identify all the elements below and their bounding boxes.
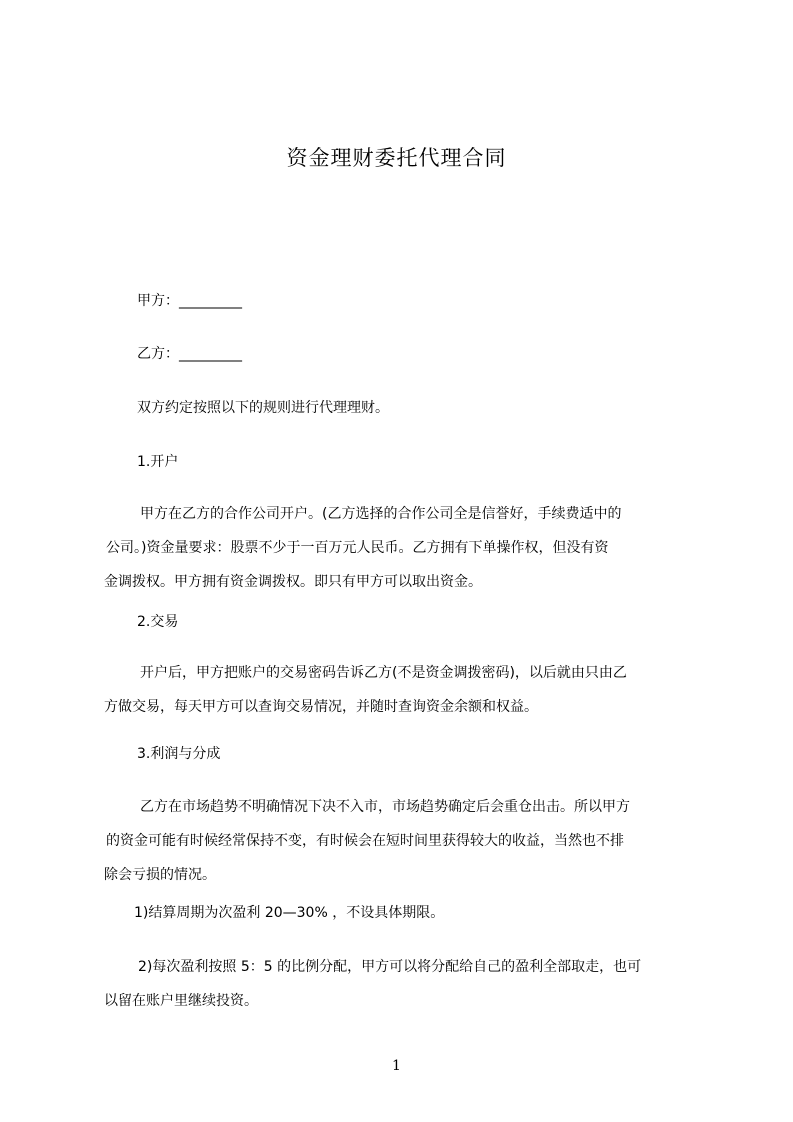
section-1-line-1: 甲方在乙方的合作公司开户。(乙方选择的合作公司全是信誉好，手续费适中的 <box>140 506 622 522</box>
party-b-line: 乙方：_________ <box>137 346 242 362</box>
section-3-line-3: 除会亏损的情况。 <box>104 867 216 883</box>
section-3-heading: 3.利润与分成 <box>137 746 221 762</box>
section-1-line-2: 公司。)资金量要求：股票不少于一百万元人民币。乙方拥有下单操作权，但没有资 <box>106 540 609 556</box>
section-3-line-2: 的资金可能有时候经常保持不变，有时候会在短时间里获得较大的收益，当然也不排 <box>106 833 624 849</box>
document-title: 资金理财委托代理合同 <box>286 146 507 170</box>
section-3-item-1: 1)结算周期为次盈利 20—30% ，不设具体期限。 <box>134 905 445 921</box>
section-1-line-3: 金调拨权。甲方拥有资金调拨权。即只有甲方可以取出资金。 <box>104 574 482 590</box>
section-2-line-2: 方做交易，每天甲方可以查询交易情况，并随时查询资金余额和权益。 <box>104 699 538 715</box>
section-3-item-2-line-1: 2)每次盈利按照 5：5 的比例分配，甲方可以将分配给自己的盈利全部取走，也可 <box>138 959 642 975</box>
section-3-item-2 <box>104 950 704 1018</box>
section-2-body <box>104 656 704 724</box>
section-3-item-2-line-2: 以留在账户里继续投资。 <box>104 993 258 1009</box>
intro-text: 双方约定按照以下的规则进行代理理财。 <box>137 400 389 416</box>
section-2-line-1: 开户后，甲方把账户的交易密码告诉乙方(不是资金调拨密码)，以后就由只由乙 <box>140 665 627 681</box>
section-3-body <box>104 790 704 892</box>
party-a-line: 甲方：_________ <box>137 293 242 309</box>
page-number: 1 <box>392 1058 401 1074</box>
section-1-heading: 1.开户 <box>137 454 179 470</box>
section-3-line-1: 乙方在市场趋势不明确情况下决不入市，市场趋势确定后会重仓出击。所以甲方 <box>140 799 630 815</box>
section-2-heading: 2.交易 <box>137 614 179 630</box>
section-1-body <box>104 497 704 599</box>
